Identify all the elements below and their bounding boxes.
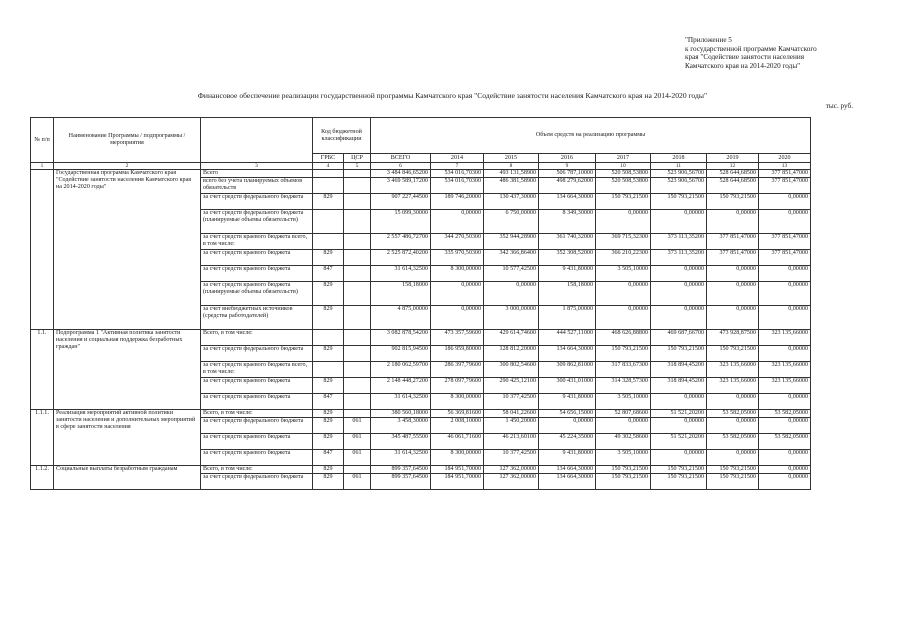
header-source bbox=[201, 118, 313, 163]
column-index: 12 bbox=[707, 163, 759, 170]
funding-source: за счет внебюджетных источников (средства работодателей) bbox=[201, 306, 313, 330]
amount-2020: 0,00000 bbox=[759, 210, 811, 234]
amount-2018: 0,00000 bbox=[651, 394, 707, 410]
amount-2016: 361 740,32000 bbox=[539, 234, 596, 250]
program-name: Социальные выплаты безработным гражданам bbox=[54, 466, 201, 490]
amount-2020: 53 582,05000 bbox=[759, 410, 811, 418]
amount-2020: 323 135,66000 bbox=[759, 330, 811, 346]
amount-total: 907 227,44500 bbox=[371, 194, 431, 210]
amount-2018: 150 793,21500 bbox=[651, 474, 707, 490]
amount-2015: 127 362,00000 bbox=[484, 466, 539, 474]
amount-2018: 150 793,21500 bbox=[651, 346, 707, 362]
csr-code bbox=[344, 306, 371, 330]
funding-source: Всего, в том числе: bbox=[201, 410, 313, 418]
amount-2019: 323 135,66000 bbox=[707, 378, 759, 394]
amount-2016: 134 664,30000 bbox=[539, 474, 596, 490]
amount-2018: 51 521,20200 bbox=[651, 434, 707, 450]
column-index: 3 bbox=[201, 163, 313, 170]
amount-2016: 9 431,80000 bbox=[539, 266, 596, 282]
csr-code bbox=[344, 234, 371, 250]
amount-total: 3 469 589,17200 bbox=[371, 178, 431, 194]
amount-2014: 56 369,81600 bbox=[431, 410, 484, 418]
header-num: № п/п bbox=[31, 118, 54, 163]
amount-2014: 2 008,10000 bbox=[431, 418, 484, 434]
amount-2019: 473 928,87500 bbox=[707, 330, 759, 346]
amount-2017: 150 793,21500 bbox=[596, 194, 651, 210]
funding-source: за счет средств федерального бюджета bbox=[201, 194, 313, 210]
column-index: 4 bbox=[313, 163, 344, 170]
appendix-line: Камчатского края на 2014-2020 годы" bbox=[685, 61, 801, 70]
amount-2016: 309 862,81000 bbox=[539, 362, 596, 378]
column-index: 13 bbox=[759, 163, 811, 170]
amount-2020: 0,00000 bbox=[759, 282, 811, 306]
column-index: 6 bbox=[371, 163, 431, 170]
amount-2017: 3 505,10000 bbox=[596, 394, 651, 410]
amount-2014: 8 300,00000 bbox=[431, 450, 484, 466]
amount-2016: 506 787,10000 bbox=[539, 170, 596, 178]
column-index: 2 bbox=[54, 163, 201, 170]
amount-2015: 0,00000 bbox=[484, 282, 539, 306]
amount-2017: 150 793,21500 bbox=[596, 466, 651, 474]
appendix-note bbox=[685, 36, 817, 70]
amount-2020: 0,00000 bbox=[759, 466, 811, 474]
amount-2019: 528 644,68500 bbox=[707, 170, 759, 178]
amount-2018: 0,00000 bbox=[651, 210, 707, 234]
amount-total: 2 148 448,27200 bbox=[371, 378, 431, 394]
header-total: ВСЕГО bbox=[371, 154, 431, 163]
amount-2014: 0,00000 bbox=[431, 210, 484, 234]
amount-2015: 342 366,86400 bbox=[484, 250, 539, 266]
csr-code: 061 bbox=[344, 434, 371, 450]
amount-2016: 45 224,35000 bbox=[539, 434, 596, 450]
amount-2020: 0,00000 bbox=[759, 306, 811, 330]
amount-2014: 473 357,59600 bbox=[431, 330, 484, 346]
amount-2017: 52 807,68600 bbox=[596, 410, 651, 418]
funding-source: за счет средств краевого бюджета bbox=[201, 250, 313, 266]
amount-2015: 1 450,20000 bbox=[484, 418, 539, 434]
amount-2017: 369 715,32300 bbox=[596, 234, 651, 250]
amount-2018: 51 521,20200 bbox=[651, 410, 707, 418]
amount-2017: 0,00000 bbox=[596, 418, 651, 434]
amount-total: 3 082 878,54200 bbox=[371, 330, 431, 346]
csr-code bbox=[344, 266, 371, 282]
grbs-code: 829 bbox=[313, 466, 344, 474]
amount-2016: 134 664,30000 bbox=[539, 194, 596, 210]
row-number: 1.1.2. bbox=[31, 466, 54, 490]
amount-2016: 134 664,30000 bbox=[539, 346, 596, 362]
csr-code bbox=[344, 194, 371, 210]
amount-2018: 373 113,35200 bbox=[651, 234, 707, 250]
amount-2015: 493 131,58900 bbox=[484, 170, 539, 178]
funding-source: Всего, в том числе: bbox=[201, 466, 313, 474]
amount-2020: 0,00000 bbox=[759, 394, 811, 410]
amount-2014: 534 016,70300 bbox=[431, 170, 484, 178]
amount-2015: 486 381,58900 bbox=[484, 178, 539, 194]
amount-2016: 9 431,80000 bbox=[539, 394, 596, 410]
amount-2014: 286 397,79600 bbox=[431, 362, 484, 378]
header-year-2019: 2019 bbox=[707, 154, 759, 163]
amount-2017: 3 505,10000 bbox=[596, 266, 651, 282]
amount-2019: 0,00000 bbox=[707, 266, 759, 282]
amount-2020: 377 851,47000 bbox=[759, 250, 811, 266]
amount-2019: 53 582,05000 bbox=[707, 410, 759, 418]
amount-2015: 300 802,54600 bbox=[484, 362, 539, 378]
amount-total: 3 484 846,65200 bbox=[371, 170, 431, 178]
appendix-line: "Приложение 5 bbox=[685, 36, 732, 44]
program-name: Государственная программа Камчатского края "Содействие занятости населения Камчатского края на 2014-2020 годы" bbox=[54, 170, 201, 330]
amount-2019: 528 644,68500 bbox=[707, 178, 759, 194]
funding-source: за счет средств федерального бюджета (планируемые объемы обязательств) bbox=[201, 210, 313, 234]
amount-2017: 3 505,10000 bbox=[596, 450, 651, 466]
csr-code bbox=[344, 410, 371, 418]
header-grbs: ГРБС bbox=[313, 154, 344, 163]
amount-total: 31 614,32500 bbox=[371, 394, 431, 410]
amount-total: 158,18000 bbox=[371, 282, 431, 306]
header-csr: ЦСР bbox=[344, 154, 371, 163]
amount-2014: 0,00000 bbox=[431, 282, 484, 306]
amount-2015: 58 041,22600 bbox=[484, 410, 539, 418]
column-index: 11 bbox=[651, 163, 707, 170]
amount-2015: 3 000,00000 bbox=[484, 306, 539, 330]
grbs-code: 829 bbox=[313, 346, 344, 362]
header-budget-code: Код бюджетной классификации bbox=[313, 118, 371, 154]
funding-source: Всего, в том числе: bbox=[201, 330, 313, 346]
amount-2014: 46 061,71600 bbox=[431, 434, 484, 450]
program-name: Реализация мероприятий активной политики занятости населения и дополнительных мероприятий в сфере занятости населения bbox=[54, 410, 201, 466]
csr-code: 061 bbox=[344, 418, 371, 434]
grbs-code: 829 bbox=[313, 250, 344, 266]
amount-2019: 0,00000 bbox=[707, 210, 759, 234]
amount-2017: 0,00000 bbox=[596, 306, 651, 330]
financing-table bbox=[30, 117, 811, 490]
amount-total: 899 357,64500 bbox=[371, 474, 431, 490]
amount-2019: 150 793,21500 bbox=[707, 466, 759, 474]
funding-source: за счет средств федерального бюджета bbox=[201, 474, 313, 490]
grbs-code: 829 bbox=[313, 434, 344, 450]
amount-2016: 54 656,15000 bbox=[539, 410, 596, 418]
amount-2015: 130 437,30000 bbox=[484, 194, 539, 210]
row-number: 1.1.1. bbox=[31, 410, 54, 466]
amount-2020: 0,00000 bbox=[759, 194, 811, 210]
amount-2019: 0,00000 bbox=[707, 418, 759, 434]
amount-2018: 0,00000 bbox=[651, 282, 707, 306]
csr-code bbox=[344, 394, 371, 410]
amount-2018: 0,00000 bbox=[651, 418, 707, 434]
amount-total: 31 614,32500 bbox=[371, 266, 431, 282]
row-number bbox=[31, 170, 54, 330]
amount-2016: 0,00000 bbox=[539, 418, 596, 434]
funding-source: за счет средств краевого бюджета всего, в том числе: bbox=[201, 234, 313, 250]
amount-2017: 520 508,53800 bbox=[596, 178, 651, 194]
amount-2014: 8 300,00000 bbox=[431, 266, 484, 282]
csr-code bbox=[344, 330, 371, 346]
csr-code bbox=[344, 346, 371, 362]
funding-source: за счет средств федерального бюджета bbox=[201, 346, 313, 362]
amount-2014: 184 951,70000 bbox=[431, 474, 484, 490]
amount-2019: 53 582,05000 bbox=[707, 434, 759, 450]
amount-2016: 1 875,00000 bbox=[539, 306, 596, 330]
amount-2020: 0,00000 bbox=[759, 418, 811, 434]
funding-source: за счет средств краевого бюджета bbox=[201, 266, 313, 282]
amount-2014: 184 951,70000 bbox=[431, 466, 484, 474]
amount-2018: 523 906,56700 bbox=[651, 178, 707, 194]
header-year-2015: 2015 bbox=[484, 154, 539, 163]
header-year-2018: 2018 bbox=[651, 154, 707, 163]
amount-2014: 189 746,20000 bbox=[431, 194, 484, 210]
amount-2016: 300 431,01000 bbox=[539, 378, 596, 394]
grbs-code: 829 bbox=[313, 474, 344, 490]
amount-2015: 6 750,00000 bbox=[484, 210, 539, 234]
amount-2018: 523 906,56700 bbox=[651, 170, 707, 178]
amount-total: 2 180 062,59700 bbox=[371, 362, 431, 378]
amount-2017: 314 328,57300 bbox=[596, 378, 651, 394]
csr-code bbox=[344, 362, 371, 378]
grbs-code bbox=[313, 178, 344, 194]
csr-code bbox=[344, 378, 371, 394]
csr-code: 061 bbox=[344, 474, 371, 490]
amount-2018: 469 687,66700 bbox=[651, 330, 707, 346]
csr-code bbox=[344, 178, 371, 194]
funding-source: за счет средств краевого бюджета bbox=[201, 434, 313, 450]
funding-source: за счет средств краевого бюджета bbox=[201, 394, 313, 410]
amount-2015: 10 377,42500 bbox=[484, 450, 539, 466]
amount-total: 15 099,30000 bbox=[371, 210, 431, 234]
amount-2019: 0,00000 bbox=[707, 306, 759, 330]
column-index: 5 bbox=[344, 163, 371, 170]
grbs-code: 829 bbox=[313, 378, 344, 394]
amount-2018: 0,00000 bbox=[651, 266, 707, 282]
column-index: 1 bbox=[31, 163, 54, 170]
csr-code bbox=[344, 282, 371, 306]
grbs-code: 847 bbox=[313, 266, 344, 282]
grbs-code bbox=[313, 210, 344, 234]
amount-2020: 53 582,05000 bbox=[759, 434, 811, 450]
amount-2016: 158,18000 bbox=[539, 282, 596, 306]
amount-2017: 520 508,53800 bbox=[596, 170, 651, 178]
grbs-code bbox=[313, 330, 344, 346]
grbs-code: 829 bbox=[313, 410, 344, 418]
amount-2020: 0,00000 bbox=[759, 346, 811, 362]
amount-total: 3 458,30000 bbox=[371, 418, 431, 434]
header-year-2014: 2014 bbox=[431, 154, 484, 163]
table-row bbox=[31, 410, 811, 418]
amount-2015: 10 577,42500 bbox=[484, 266, 539, 282]
amount-2019: 323 135,66000 bbox=[707, 362, 759, 378]
column-index: 10 bbox=[596, 163, 651, 170]
amount-2018: 0,00000 bbox=[651, 450, 707, 466]
units-label: тыс. руб. bbox=[825, 102, 853, 110]
table-row bbox=[31, 466, 811, 474]
header-year-2016: 2016 bbox=[539, 154, 596, 163]
amount-2020: 377 851,47000 bbox=[759, 170, 811, 178]
column-index: 7 bbox=[431, 163, 484, 170]
amount-2019: 0,00000 bbox=[707, 282, 759, 306]
header-year-2017: 2017 bbox=[596, 154, 651, 163]
amount-2015: 10 377,42500 bbox=[484, 394, 539, 410]
amount-2015: 128 812,20000 bbox=[484, 346, 539, 362]
amount-2019: 0,00000 bbox=[707, 450, 759, 466]
funding-source: Всего bbox=[201, 170, 313, 178]
amount-2016: 498 279,62000 bbox=[539, 178, 596, 194]
amount-2019: 150 793,21500 bbox=[707, 194, 759, 210]
amount-2019: 377 851,47000 bbox=[707, 250, 759, 266]
amount-2014: 344 270,50300 bbox=[431, 234, 484, 250]
amount-2020: 377 851,47000 bbox=[759, 178, 811, 194]
grbs-code: 829 bbox=[313, 306, 344, 330]
funding-source: всего без учета планируемых объемов обязательств bbox=[201, 178, 313, 194]
amount-2016: 9 431,80000 bbox=[539, 450, 596, 466]
grbs-code bbox=[313, 170, 344, 178]
csr-code: 061 bbox=[344, 450, 371, 466]
amount-2020: 0,00000 bbox=[759, 266, 811, 282]
amount-2017: 49 302,58600 bbox=[596, 434, 651, 450]
amount-total: 31 614,32500 bbox=[371, 450, 431, 466]
program-name: Подпрограмма 1 "Активная политика занятости населения и социальная поддержка безработных граждан" bbox=[54, 330, 201, 410]
grbs-code: 829 bbox=[313, 194, 344, 210]
amount-2014: 0,00000 bbox=[431, 306, 484, 330]
amount-2017: 150 793,21500 bbox=[596, 474, 651, 490]
funding-source: за счет средств федерального бюджета bbox=[201, 418, 313, 434]
amount-2019: 150 793,21500 bbox=[707, 346, 759, 362]
amount-2017: 468 626,88800 bbox=[596, 330, 651, 346]
amount-2015: 290 425,12100 bbox=[484, 378, 539, 394]
amount-2014: 278 097,79600 bbox=[431, 378, 484, 394]
amount-2020: 377 851,47000 bbox=[759, 234, 811, 250]
amount-2016: 134 664,30000 bbox=[539, 466, 596, 474]
amount-2014: 8 300,00000 bbox=[431, 394, 484, 410]
amount-2017: 0,00000 bbox=[596, 282, 651, 306]
amount-2014: 534 016,70300 bbox=[431, 178, 484, 194]
amount-2020: 0,00000 bbox=[759, 450, 811, 466]
amount-total: 345 487,55500 bbox=[371, 434, 431, 450]
appendix-line: края "Содействие занятости населения bbox=[685, 53, 805, 62]
header-volume: Объем средств на реализацию программы bbox=[371, 118, 811, 154]
grbs-code: 847 bbox=[313, 450, 344, 466]
grbs-code: 847 bbox=[313, 394, 344, 410]
amount-total: 902 815,94500 bbox=[371, 346, 431, 362]
csr-code bbox=[344, 466, 371, 474]
amount-total: 380 560,18000 bbox=[371, 410, 431, 418]
funding-source: за счет средств краевого бюджета всего, в том числе: bbox=[201, 362, 313, 378]
amount-2017: 0,00000 bbox=[596, 210, 651, 234]
row-number: 1.1. bbox=[31, 330, 54, 410]
amount-total: 899 357,64500 bbox=[371, 466, 431, 474]
amount-2019: 377 851,47000 bbox=[707, 234, 759, 250]
amount-2017: 366 210,22300 bbox=[596, 250, 651, 266]
amount-total: 4 875,00000 bbox=[371, 306, 431, 330]
amount-2014: 335 970,50300 bbox=[431, 250, 484, 266]
header-name: Наименование Программы / подпрограммы / мероприятия bbox=[54, 118, 201, 163]
appendix-line: к государственной программе Камчатского bbox=[685, 44, 817, 53]
amount-2018: 373 113,35200 bbox=[651, 250, 707, 266]
amount-2016: 444 527,11000 bbox=[539, 330, 596, 346]
grbs-code bbox=[313, 234, 344, 250]
grbs-code bbox=[313, 362, 344, 378]
amount-2019: 0,00000 bbox=[707, 394, 759, 410]
grbs-code: 829 bbox=[313, 282, 344, 306]
table-row bbox=[31, 170, 811, 178]
column-index: 9 bbox=[539, 163, 596, 170]
amount-2019: 150 793,21500 bbox=[707, 474, 759, 490]
column-index: 8 bbox=[484, 163, 539, 170]
amount-2020: 0,00000 bbox=[759, 474, 811, 490]
amount-2018: 318 894,45200 bbox=[651, 378, 707, 394]
amount-2015: 429 614,74600 bbox=[484, 330, 539, 346]
amount-2018: 0,00000 bbox=[651, 306, 707, 330]
amount-2015: 352 944,28900 bbox=[484, 234, 539, 250]
amount-total: 2 525 872,40200 bbox=[371, 250, 431, 266]
csr-code bbox=[344, 210, 371, 234]
funding-source: за счет средств краевого бюджета bbox=[201, 450, 313, 466]
document-title: Финансовое обеспечение реализации государственной программы Камчатского края "Содействие занятости населения Камчатского края на 2014-2020 годы" bbox=[197, 91, 708, 100]
amount-2015: 46 213,60100 bbox=[484, 434, 539, 450]
amount-2018: 150 793,21500 bbox=[651, 466, 707, 474]
amount-2016: 352 308,52000 bbox=[539, 250, 596, 266]
csr-code bbox=[344, 170, 371, 178]
amount-2018: 318 894,45200 bbox=[651, 362, 707, 378]
amount-2014: 186 959,80000 bbox=[431, 346, 484, 362]
amount-2017: 150 793,21500 bbox=[596, 346, 651, 362]
amount-total: 2 557 486,72700 bbox=[371, 234, 431, 250]
amount-2020: 323 135,66000 bbox=[759, 378, 811, 394]
csr-code bbox=[344, 250, 371, 266]
header-year-2020: 2020 bbox=[759, 154, 811, 163]
funding-source: за счет средств краевого бюджета bbox=[201, 378, 313, 394]
grbs-code: 829 bbox=[313, 418, 344, 434]
amount-2020: 323 135,66000 bbox=[759, 362, 811, 378]
amount-2015: 127 362,00000 bbox=[484, 474, 539, 490]
table-row bbox=[31, 330, 811, 346]
funding-source: за счет средств краевого бюджета (планируемые объемы обязательств) bbox=[201, 282, 313, 306]
amount-2018: 150 793,21500 bbox=[651, 194, 707, 210]
amount-2017: 317 833,67300 bbox=[596, 362, 651, 378]
amount-2016: 8 349,30000 bbox=[539, 210, 596, 234]
